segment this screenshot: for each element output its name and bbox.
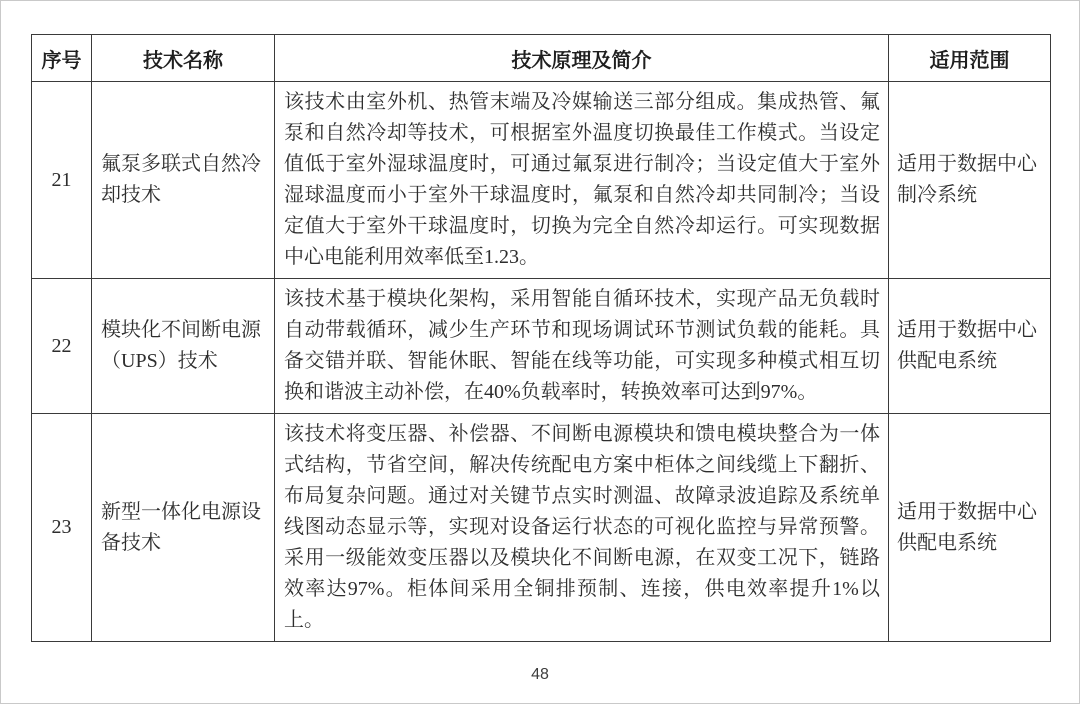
table-row bbox=[32, 414, 1051, 642]
technology-name: 模块化不间断电源（UPS）技术 bbox=[92, 279, 275, 414]
technology-description: 该技术将变压器、补偿器、不间断电源模块和馈电模块整合为一体式结构，节省空间，解决传统配电方案中柜体之间线缆上下翻折、布局复杂问题。通过对关键节点实时测温、故障录波追踪及系统单线图动态显示等，实现对设备运行状态的可视化监控与异常预警。采用一级能效变压器以及模块化不间断电源，在双变工况下，链路效率达97%。柜体间采用全铜排预制、连接，供电效率提升1%以上。 bbox=[275, 414, 889, 642]
applicable-scope: 适用于数据中心供配电系统 bbox=[889, 279, 1051, 414]
table-header-row bbox=[32, 35, 1051, 82]
applicable-scope: 适用于数据中心供配电系统 bbox=[889, 414, 1051, 642]
row-number: 21 bbox=[32, 82, 92, 279]
header-no: 序号 bbox=[32, 35, 92, 82]
header-scope: 适用范围 bbox=[889, 35, 1051, 82]
page-number: 48 bbox=[531, 666, 549, 683]
header-desc: 技术原理及简介 bbox=[275, 35, 889, 82]
technology-name: 新型一体化电源设备技术 bbox=[92, 414, 275, 642]
technology-table bbox=[31, 34, 1051, 642]
technology-description: 该技术由室外机、热管末端及冷媒输送三部分组成。集成热管、氟泵和自然冷却等技术，可根据室外温度切换最佳工作模式。当设定值低于室外湿球温度时，可通过氟泵进行制冷；当设定值大于室外湿球温度而小于室外干球温度时，氟泵和自然冷却共同制冷；当设定值大于室外干球温度时，切换为完全自然冷却运行。可实现数据中心电能利用效率低至1.23。 bbox=[275, 82, 889, 279]
header-name: 技术名称 bbox=[92, 35, 275, 82]
table-row bbox=[32, 279, 1051, 414]
technology-description: 该技术基于模块化架构，采用智能自循环技术，实现产品无负载时自动带载循环，减少生产环节和现场调试环节测试负载的能耗。具备交错并联、智能休眠、智能在线等功能，可实现多种模式相互切换和谐波主动补偿，在40%负载率时，转换效率可达到97%。 bbox=[275, 279, 889, 414]
technology-name: 氟泵多联式自然冷却技术 bbox=[92, 82, 275, 279]
table-row bbox=[32, 82, 1051, 279]
applicable-scope: 适用于数据中心制冷系统 bbox=[889, 82, 1051, 279]
row-number: 23 bbox=[32, 414, 92, 642]
row-number: 22 bbox=[32, 279, 92, 414]
